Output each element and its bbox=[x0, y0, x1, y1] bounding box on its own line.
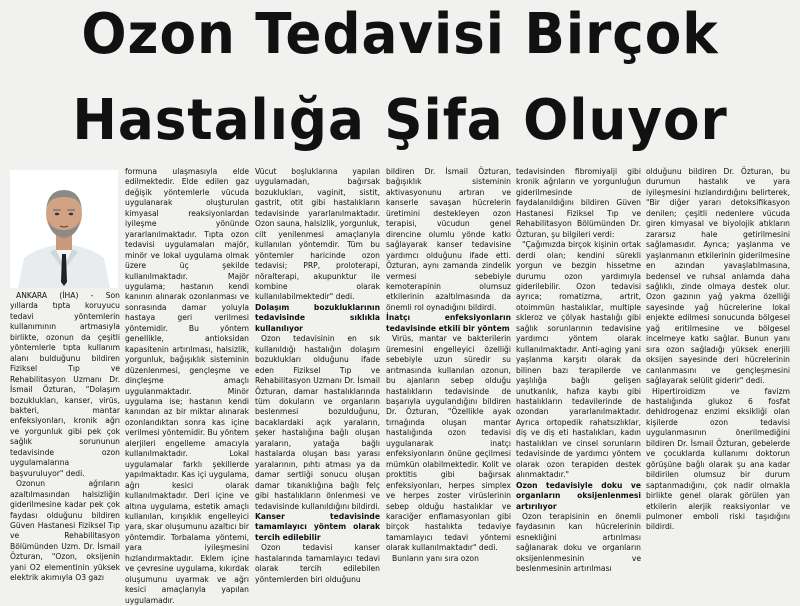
subheading: İnatçı enfeksiyonların tedavisinde etkili bir yöntem bbox=[386, 313, 511, 333]
article-column-1 bbox=[10, 167, 120, 583]
subheading: Dolaşım bozukluklarının tedavisinde sıklıkla kullanılıyor bbox=[255, 302, 380, 333]
paragraph: Ozonun ağrıların azaltılmasından halsizliğin giderilmesine kadar pek çok faydası olduğunu bildiren Güven Hastanesi Fiziksel Tıp ve Rehabilitasyon Bölümünden Uzm. Dr. İsmail Özturan, "Ozon, oksijenin yani O2 elementinin yüksek elektrik akımıyla O3 gazı bbox=[10, 479, 120, 583]
paragraph: Ozon tedavisi kanser hastalarında tamamlayıcı tedavi olarak tercih edilebilen yöntemlerden biri olduğunu bbox=[255, 543, 380, 584]
paragraph: bildiren Dr. İsmail Özturan, bağışıklık sisteminin aktivasyonunu artıran ve kanserle savaşan hücrelerin üretimini destekleyen ozon terapisi, vücudun genel direncine olumlu yönde katkı sağlayarak kanser tedavisine yardımcı olduğunu ifade etti. Özturan, aynı zamanda zindelik vermesi sebebiyle kemoterapinin olumsuz etkilerinin azaltılmasında da önemli rol oynadığını bildirdi. bbox=[386, 167, 511, 312]
paragraph: "Çağımızda birçok kişinin ortak derdi olan; kendini sürekli yorgun ve bezgin hissetme durumu ozon yardımıyla giderilebilir. Ozon tedavisi ayrıca; romatizma, artrit, otoimmün hastalıklar, multiple skleroz ve çölyak hastalığı gibi sağlık sorunlarının tedavisine yardımcı yöntem olarak kullanılmaktadır. Anti-aging yani yaşlanma karşıtı olarak da bilinen bazı terapilerde ve yaşlılığa bağlı gelişen unutkanlık, hafıza kaybı gibi hastalıkların tedavilerinde de ozondan yararlanılmaktadır. Ayrıca ortopedik rahatsızlıklar, diş ve diş eti hastalıkları, kadın hastalıkları ve cinsel sorunların tedavisinde de yardımcı yöntem olarak ozon terapiden destek alınmaktadır." bbox=[516, 240, 641, 480]
paragraph: Bunların yanı sıra ozon bbox=[392, 553, 479, 563]
article-column-2 bbox=[125, 167, 249, 605]
paragraph: Ozon terapisinin en önemli faydasının kan hücrelerinin esnekliğini artırılması sağlanarak doku ve organların oksijenlenmesinin ve beslenmesinin artırılması bbox=[516, 511, 641, 574]
article-column-5 bbox=[516, 167, 641, 574]
article-column-3 bbox=[255, 167, 380, 584]
paragraph: Ozon tedavisinin en sık kullanıldığı hastalığın dolaşım bozuklukları olduğunu ifade eden Fiziksel Tıp ve Rehabilitasyon Uzmanı Dr. İsmail Özturan, damar hastalıklarında tüm dokuların ve organların beslenmesi bozulduğunu, bacaklardaki açık yaraların, şeker hastalığına bağlı oluşan yaraların, yatağa bağlı hastalarda oluşan bası yarası yaralarının, pıhtı atması ya da damar sertliği sonucu oluşan damar tıkanıklığına bağlı felç gibi hastalıkların önlenmesi ve tedavisinde kullanıldığını bildirdi. bbox=[255, 334, 380, 511]
paragraph: Vücut boşluklarına yapılan uygulamadan, bağırsak bozuklukları, vaginit, sistit, gastrit, otit gibi hastalıkların tedavisinde yararlanılmaktadır. Ozon sauna, halsizlik, yorgunluk, cilt yenilenmesi amaçlarıyla kullanılan yöntemdir. Tüm bu yöntemler haricinde ozon tedavisi; PRP, proloterapi, nöralterapi, akupunktur ile kombine olarak kullanılabilmektedir" dedi. bbox=[255, 167, 380, 302]
paragraph: ANKARA (İHA) - Son yıllarda tıpta koruyucu tedavi yöntemlerin kullanımının artmasıyla birlikte, ozonun da çeşitli yöntemlerle tıpta kullanım alanı bulduğunu bildiren Fiziksel Tıp ve Rehabilitasyon Uzmanı Dr. İsmail Özturan, "Dolaşım bozuklukları, kanser, virüs, bakteri, mantar enfeksiyonları, kronik ağrı ve yorgunluk gibi pek çok sağlık sorununun tedavisinde ozon uygulamalarına başvuruluyor" dedi. bbox=[10, 291, 120, 478]
headline-line-1: Ozon Tedavisi Birçok bbox=[81, 2, 719, 67]
paragraph: formuna ulaşmasıyla elde edilmektedir. Elde edilen gaz değişik yöntemlerle vücuda uygulanarak oluşturulan kimyasal reaksiyonlardan iyileşme yönünde yararlanılmaktadır. Tıpta ozon tedavisi uygulamaları majör, minör ve lokal uygulama olmak üzere üç şekilde kullanılmaktadır. Majör uygulama; hastanın kendi kanının alınarak ozonlanması ve sonrasında damar yoluyla hastaya geri verilmesi yöntemidir. Bu yöntem genellikle, antioksidan kapasitenin artırılması, halsizlik, yorgunluk, bağışıklık sisteminin düzenlenmesi, gençleşme ve dinçleşme amaçlı uygulanmaktadır. Minör uygulama ise; hastanın kendi kanından az bir miktar alınarak ozonlandıktan sonra kas içine verilmesi yöntemidir. Bu yöntem alerjileri engelleme amacıyla kullanılmaktadır. Lokal uygulamalar farklı şekillerde yapılmaktadır. Kas içi uygulama, ağrı kesici olarak kullanılmaktadır. Deri içine ve altına uygulama, estetik amaçlı kullanılan, kırışıklık engelleyici yara, skar oluşumunu azaltıcı bir yöntemdir. Torbalama yöntemi, yara iyileşmesini hızlandırmaktadır. Eklem içine ve çevresine uygulama, kıkırdak oluşumunu uyarmak ve ağrı kesici amaçlarıyla yapılan uygulamadır. bbox=[125, 167, 249, 605]
paragraph: tedavisinden fibromiyalji gibi kronik ağrıların ve yorgunluğun giderilmesinde de faydalanıldığını bildiren Güven Hastanesi Fiziksel Tıp ve Rehabilitasyon Bölümünden Dr. Özturan, şu bilgileri verdi: bbox=[516, 167, 641, 239]
subheading: Kanser tedavisinde tamamlayıcı yöntem olarak tercih edilebilir bbox=[255, 511, 380, 542]
column-1-text bbox=[10, 291, 120, 584]
subheading: Ozon tedavisiyle doku ve organların oksijenlenmesi artırılıyor bbox=[516, 480, 641, 511]
headline-line-2: Hastalığa Şifa Oluyor bbox=[72, 88, 728, 153]
paragraph: Virüs, mantar ve bakterilerin üremesini engelleyici özelliği sebebiyle uzun süredir su arıtmasında kullanılan ozonun, bu ajanların sebep olduğu hastalıkların tedavisinde de başarıyla uygulandığını bildiren Dr. Özturan, "Özellikle ayak tırnağında oluşan mantar hastalığında ozon tedavisi uygulanarak inatçı enfeksiyonların önüne geçilmesi mümkün olabilmektedir. Kolit ve proktitis gibi bağırsak enfeksiyonları, herpes simplex ve herpes zoster virüslerinin sebep olduğu hastalıklar ve karaciğer enflamasyonları gibi birçok hastalıkta tedaviye tamamlayıcı tedavi yöntemi olarak kullanılmaktadır" dedi. bbox=[386, 334, 511, 553]
article-column-4 bbox=[386, 167, 511, 563]
paragraph: Hipertiroidizm ve favizm hastalığında glukoz 6 fosfat dehidrogenaz enzimi eksikliği olan kişilerde ozon tedavisi uygulanmasının önerilmediğini bildiren Dr. İsmail Özturan, gebelerde ve çocuklarda kullanımı doktorun görüşüne bağlı olarak şu ana kadar bildirilen olumsuz bir durum saptanmadığını, çok nadir olmakla birlikte genel olarak görülen yan etkilerin alerjik reaksiyonlar ve pulmoner emboli riski taşıdığını bildirdi. bbox=[646, 386, 790, 532]
article-column-6 bbox=[646, 167, 790, 532]
paragraph: olduğunu bildiren Dr. Özturan, bu durumun hastalık ve yara iyileşmesini hızlandırdığını belirterek, "Bir diğer yararı detoksifikasyon denilen; çeşitli nedenlere vücuda giren kimyasal ve biyolojik atıkların zararsız hale getirilmesini sağlamasıdır. Ayrıca; yaşlanma ve yaşlanmanın etkilerinin giderilmesine en azından yavaşlatılmasına, bedensel ve ruhsal anlamda daha sağlıklı, zinde olmaya destek olur. Ozon gazının yağ yakma özelliği sayesinde yağ hücrelerine lokal enjekte edilmesi sonucunda bölgesel yağ eritilmesine ve bölgesel incelmeye katkı sağlar. Bunun yanı sıra ozon sağladığı yüksek enerjili oksijen sayesinde deri hücrelerinin canlanmasını ve gençleşmesini sağlayarak selülit giderir" dedi. bbox=[646, 167, 790, 386]
